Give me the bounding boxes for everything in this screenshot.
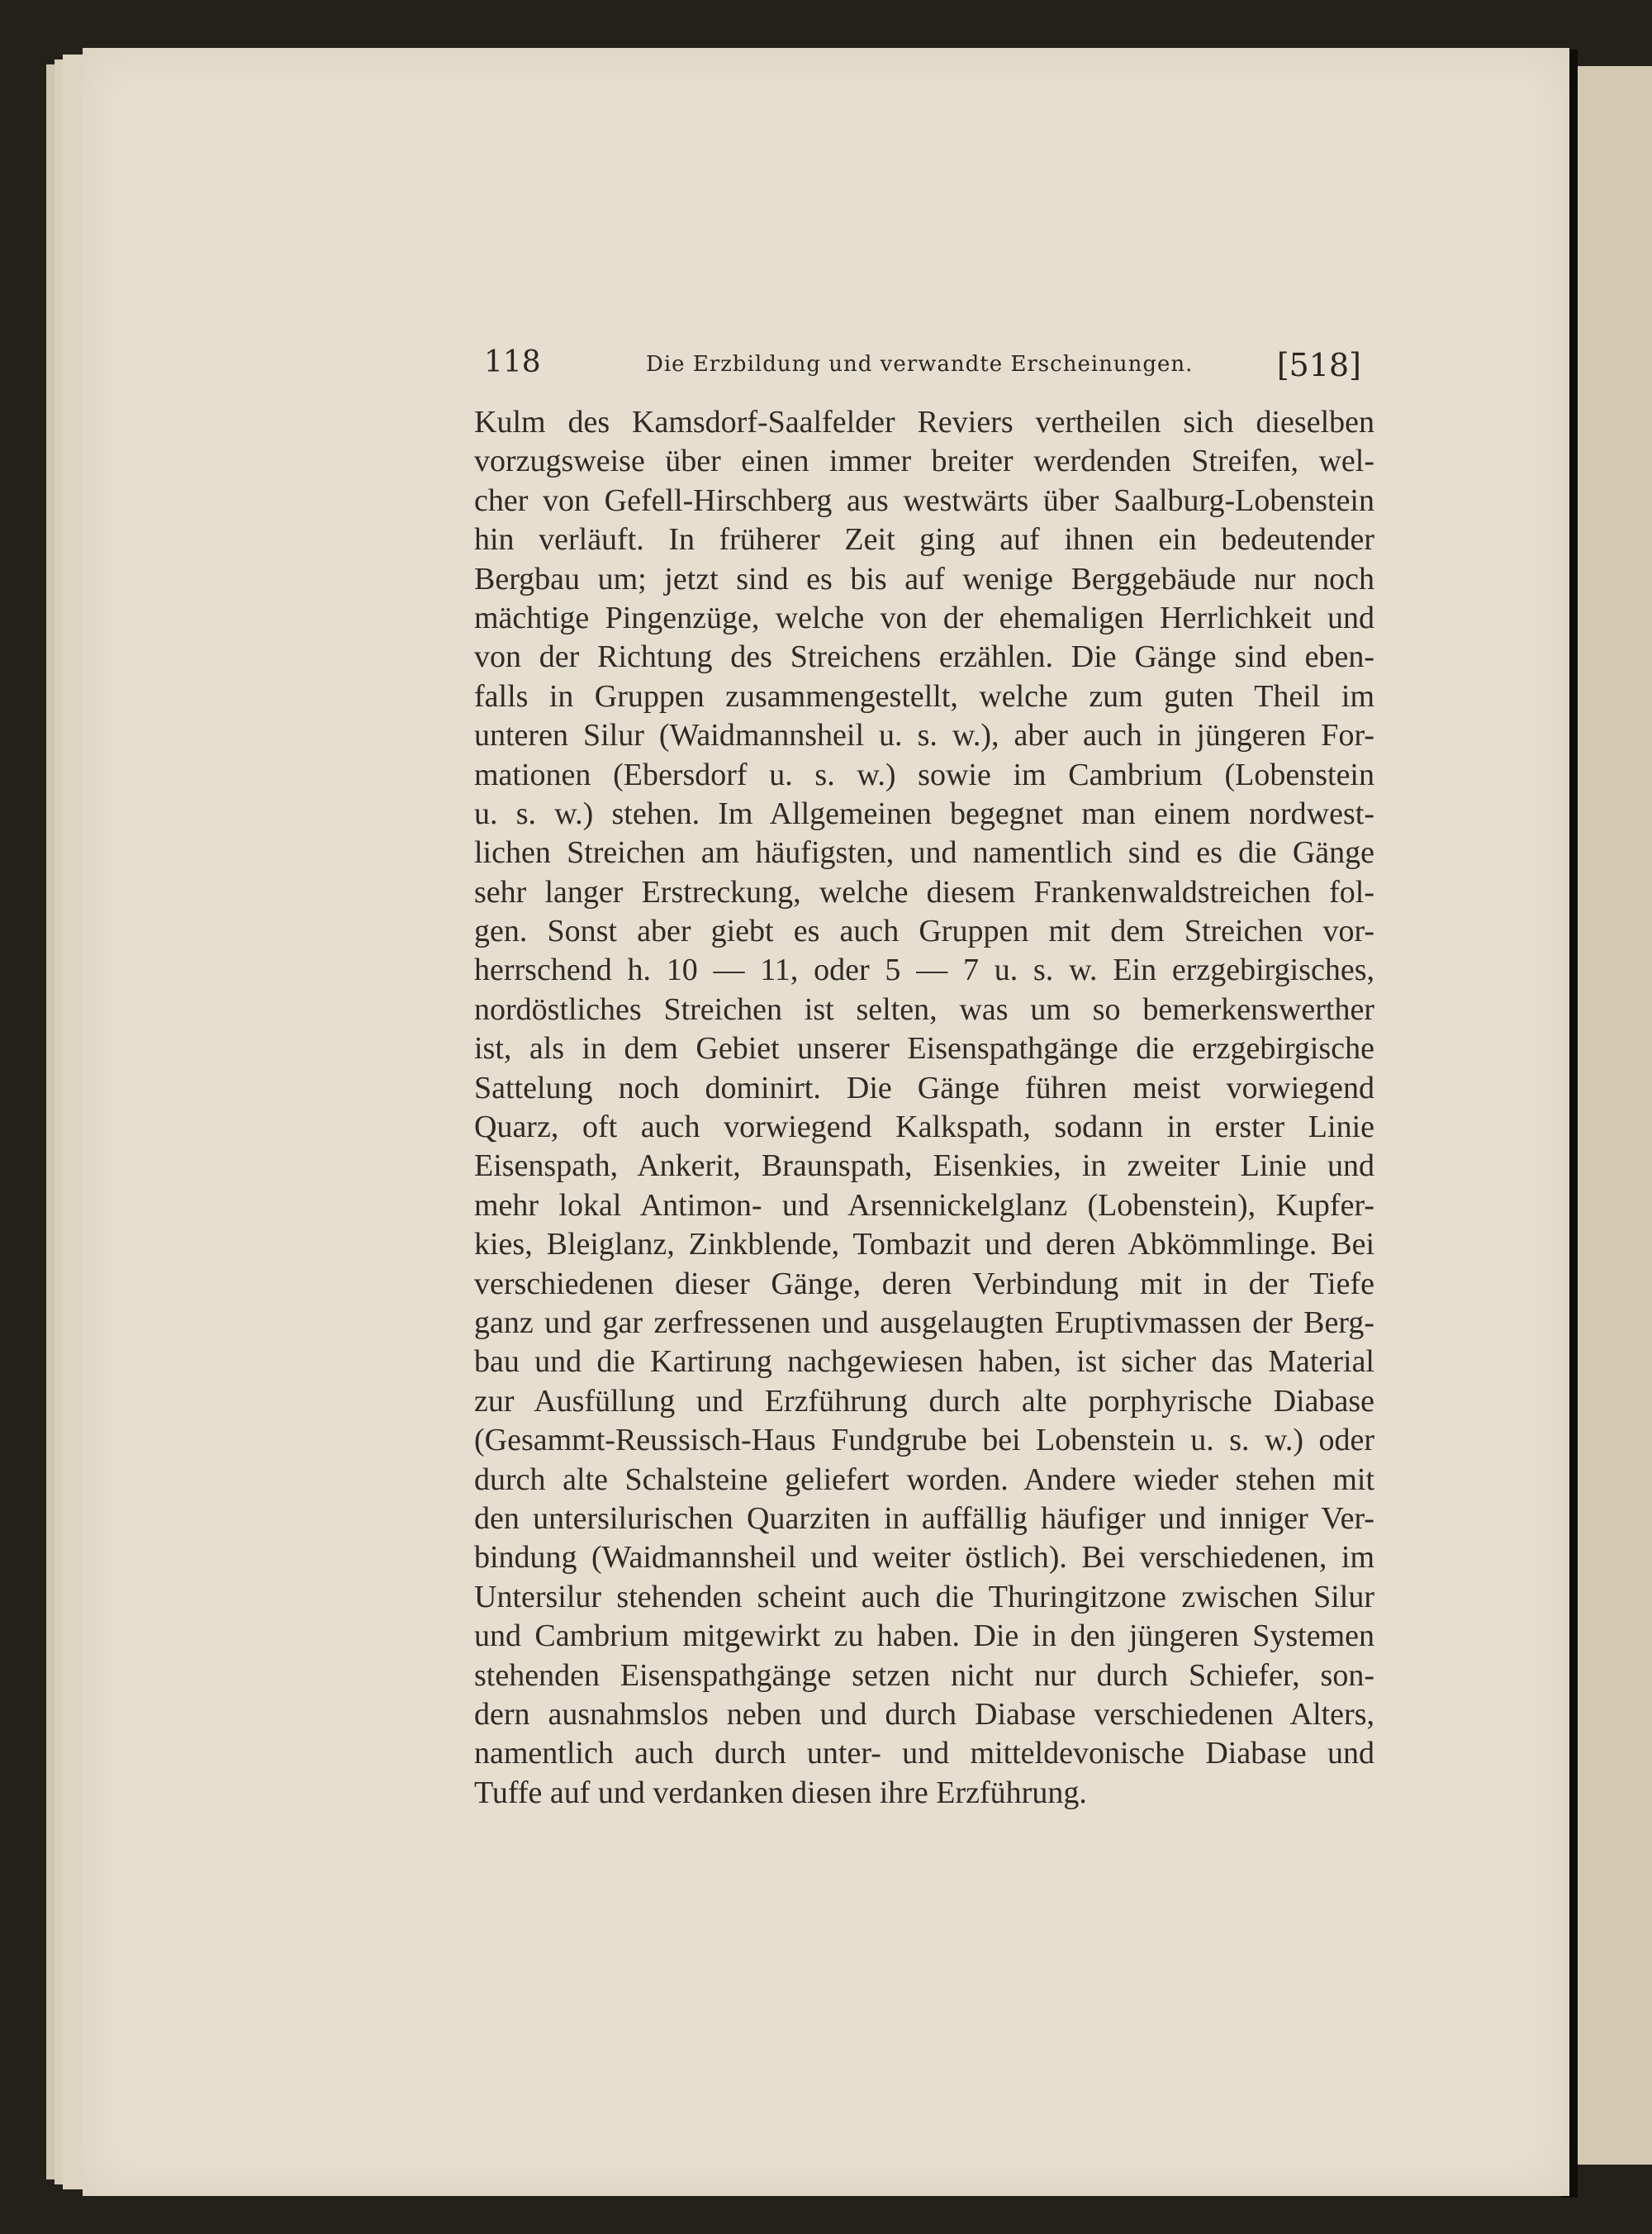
text-line: mehr lokal Antimon- und Arsennickelglanz (Lobenstein), Kupfer- bbox=[474, 1187, 1374, 1223]
text-line: bindung (Waidmannsheil und weiter östlich). Bei verschiedenen, im bbox=[474, 1540, 1374, 1576]
text-line: bau und die Kartirung nachgewiesen haben, ist sicher das Material bbox=[474, 1344, 1374, 1380]
text-line: ganz und gar zerfressenen und ausgelaugten Eruptivmassen der Berg- bbox=[474, 1305, 1374, 1340]
text-line: falls in Gruppen zusammengestellt, welche zum guten Theil im bbox=[474, 678, 1374, 714]
next-page-edge bbox=[1578, 66, 1652, 2165]
running-header bbox=[484, 340, 1361, 390]
text-line: ist, als in dem Gebiet unserer Eisenspathgänge die erzgebirgische bbox=[474, 1031, 1374, 1067]
text-line: u. s. w.) stehen. Im Allgemeinen begegnet man einem nordwest- bbox=[474, 796, 1374, 831]
text-line: hin verläuft. In früherer Zeit ging auf ihnen ein bedeutender bbox=[474, 522, 1374, 558]
text-line: gen. Sonst aber giebt es auch Gruppen mit dem Streichen vor- bbox=[474, 914, 1374, 949]
text-line: Quarz, oft auch vorwiegend Kalkspath, sodann in erster Linie bbox=[474, 1110, 1374, 1145]
running-title: Die Erzbildung und verwandte Erscheinungen. bbox=[646, 352, 1194, 377]
original-page-number: [518] bbox=[1276, 347, 1361, 383]
text-line: mächtige Pingenzüge, welche von der ehemaligen Herrlichkeit und bbox=[474, 600, 1374, 635]
text-line: Bergbau um; jetzt sind es bis auf wenige Berggebäude nur noch bbox=[474, 561, 1374, 597]
text-line: Tuffe auf und verdanken diesen ihre Erzführung. bbox=[474, 1775, 1087, 1810]
text-line: namentlich auch durch unter- und mitteldevonische Diabase und bbox=[474, 1736, 1374, 1771]
text-line: Untersilur stehenden scheint auch die Thuringitzone zwischen Silur bbox=[474, 1579, 1374, 1614]
text-line: unteren Silur (Waidmannsheil u. s. w.), aber auch in jüngeren For- bbox=[474, 718, 1374, 753]
text-line: durch alte Schalsteine geliefert worden. Andere wieder stehen mit bbox=[474, 1462, 1374, 1497]
text-line: von der Richtung des Streichens erzählen. Die Gänge sind eben- bbox=[474, 639, 1374, 675]
page-number: 118 bbox=[484, 345, 541, 379]
text-line: mationen (Ebersdorf u. s. w.) sowie im Cambrium (Lobenstein bbox=[474, 757, 1374, 792]
text-line: nordöstliches Streichen ist selten, was um so bemerkenswerther bbox=[474, 991, 1374, 1027]
text-line: Sattelung noch dominirt. Die Gänge führen meist vorwiegend bbox=[474, 1070, 1374, 1105]
text-line: Eisenspath, Ankerit, Braunspath, Eisenkies, in zweiter Linie und bbox=[474, 1148, 1374, 1184]
text-line: lichen Streichen am häufigsten, und namentlich sind es die Gänge bbox=[474, 835, 1374, 871]
text-line: kies, Bleiglanz, Zinkblende, Tombazit und deren Abkömmlinge. Bei bbox=[474, 1227, 1374, 1262]
text-line: den untersilurischen Quarziten in auffällig häufiger und inniger Ver- bbox=[474, 1500, 1374, 1536]
text-line: verschiedenen dieser Gänge, deren Verbindung mit in der Tiefe bbox=[474, 1266, 1374, 1301]
text-line: cher von Gefell-Hirschberg aus westwärts über Saalburg-Lobenstein bbox=[474, 482, 1374, 518]
text-line: (Gesammt-Reussisch-Haus Fundgrube bei Lobenstein u. s. w.) oder bbox=[474, 1423, 1374, 1458]
text-line: und Cambrium mitgewirkt zu haben. Die in den jüngeren Systemen bbox=[474, 1618, 1374, 1654]
text-line: Kulm des Kamsdorf-Saalfelder Reviers vertheilen sich dieselben bbox=[474, 405, 1374, 440]
text-line: sehr langer Erstreckung, welche diesem Frankenwaldstreichen fol- bbox=[474, 874, 1374, 910]
body-text bbox=[474, 403, 1374, 1813]
text-line: dern ausnahmslos neben und durch Diabase verschiedenen Alters, bbox=[474, 1696, 1374, 1732]
text-line: stehenden Eisenspathgänge setzen nicht nur durch Schiefer, son- bbox=[474, 1657, 1374, 1693]
text-line: vorzugsweise über einen immer breiter werdenden Streifen, wel- bbox=[474, 444, 1374, 479]
text-line: herrschend h. 10 — 11, oder 5 — 7 u. s. w. Ein erzgebirgisches, bbox=[474, 953, 1374, 988]
text-line: zur Ausfüllung und Erzführung durch alte porphyrische Diabase bbox=[474, 1383, 1374, 1419]
